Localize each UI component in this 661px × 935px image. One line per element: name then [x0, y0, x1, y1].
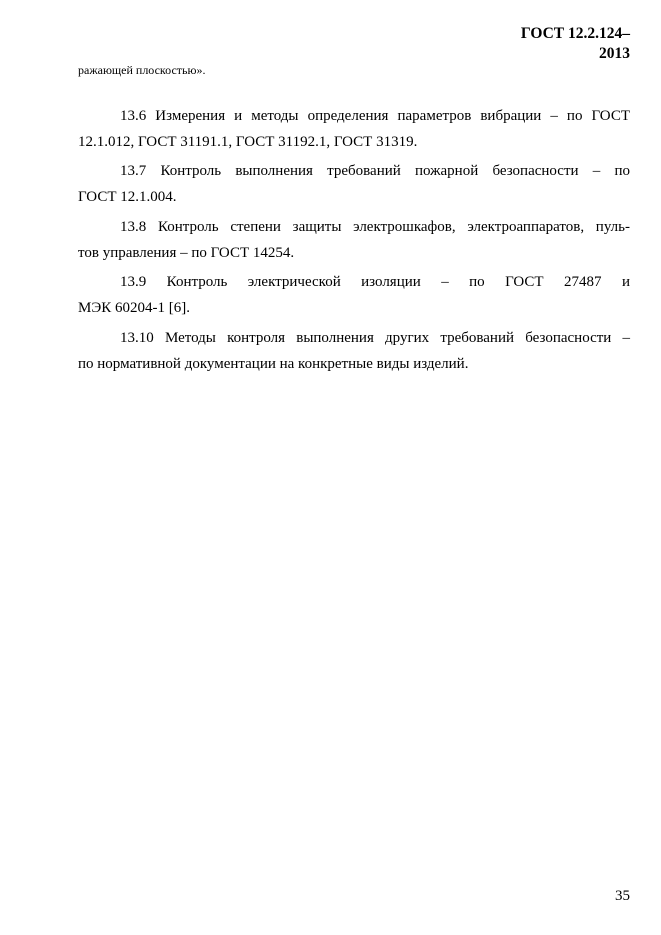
paragraph-line: 13.8 Контроль степени защиты электрошкафов, электроаппаратов, пуль- [120, 219, 630, 235]
paragraph-line: МЭК 60204-1 [6]. [78, 300, 190, 316]
paragraph-13-9 [78, 269, 630, 321]
page-number: 35 [615, 888, 630, 904]
standard-year: 2013 [599, 45, 630, 62]
paragraph-line: ГОСТ 12.1.004. [78, 189, 177, 205]
paragraph-13-7 [78, 158, 630, 210]
document-header [521, 24, 630, 64]
paragraph-line: 13.9 Контроль электрической изоляции – по ГОСТ 27487 и [120, 274, 630, 290]
paragraph-13-6 [78, 103, 630, 155]
paragraph-13-10 [78, 325, 630, 377]
paragraph-line: 13.6 Измерения и методы определения параметров вибрации – по ГОСТ [120, 108, 630, 124]
standard-designation: ГОСТ 12.2.124– [520, 25, 630, 42]
paragraph-line: 12.1.012, ГОСТ 31191.1, ГОСТ 31192.1, ГОСТ 31319. [78, 134, 418, 150]
paragraph-13-8 [78, 214, 630, 266]
paragraph-line: 13.10 Методы контроля выполнения других требований безопасности – [120, 330, 630, 346]
paragraph-line: 13.7 Контроль выполнения требований пожарной безопасности – по [120, 163, 630, 179]
paragraph-line: тов управления – по ГОСТ 14254. [78, 245, 295, 261]
paragraph-line: по нормативной документации на конкретные виды изделий. [78, 356, 469, 372]
continuation-text: ражающей плоскостью». [78, 63, 206, 77]
